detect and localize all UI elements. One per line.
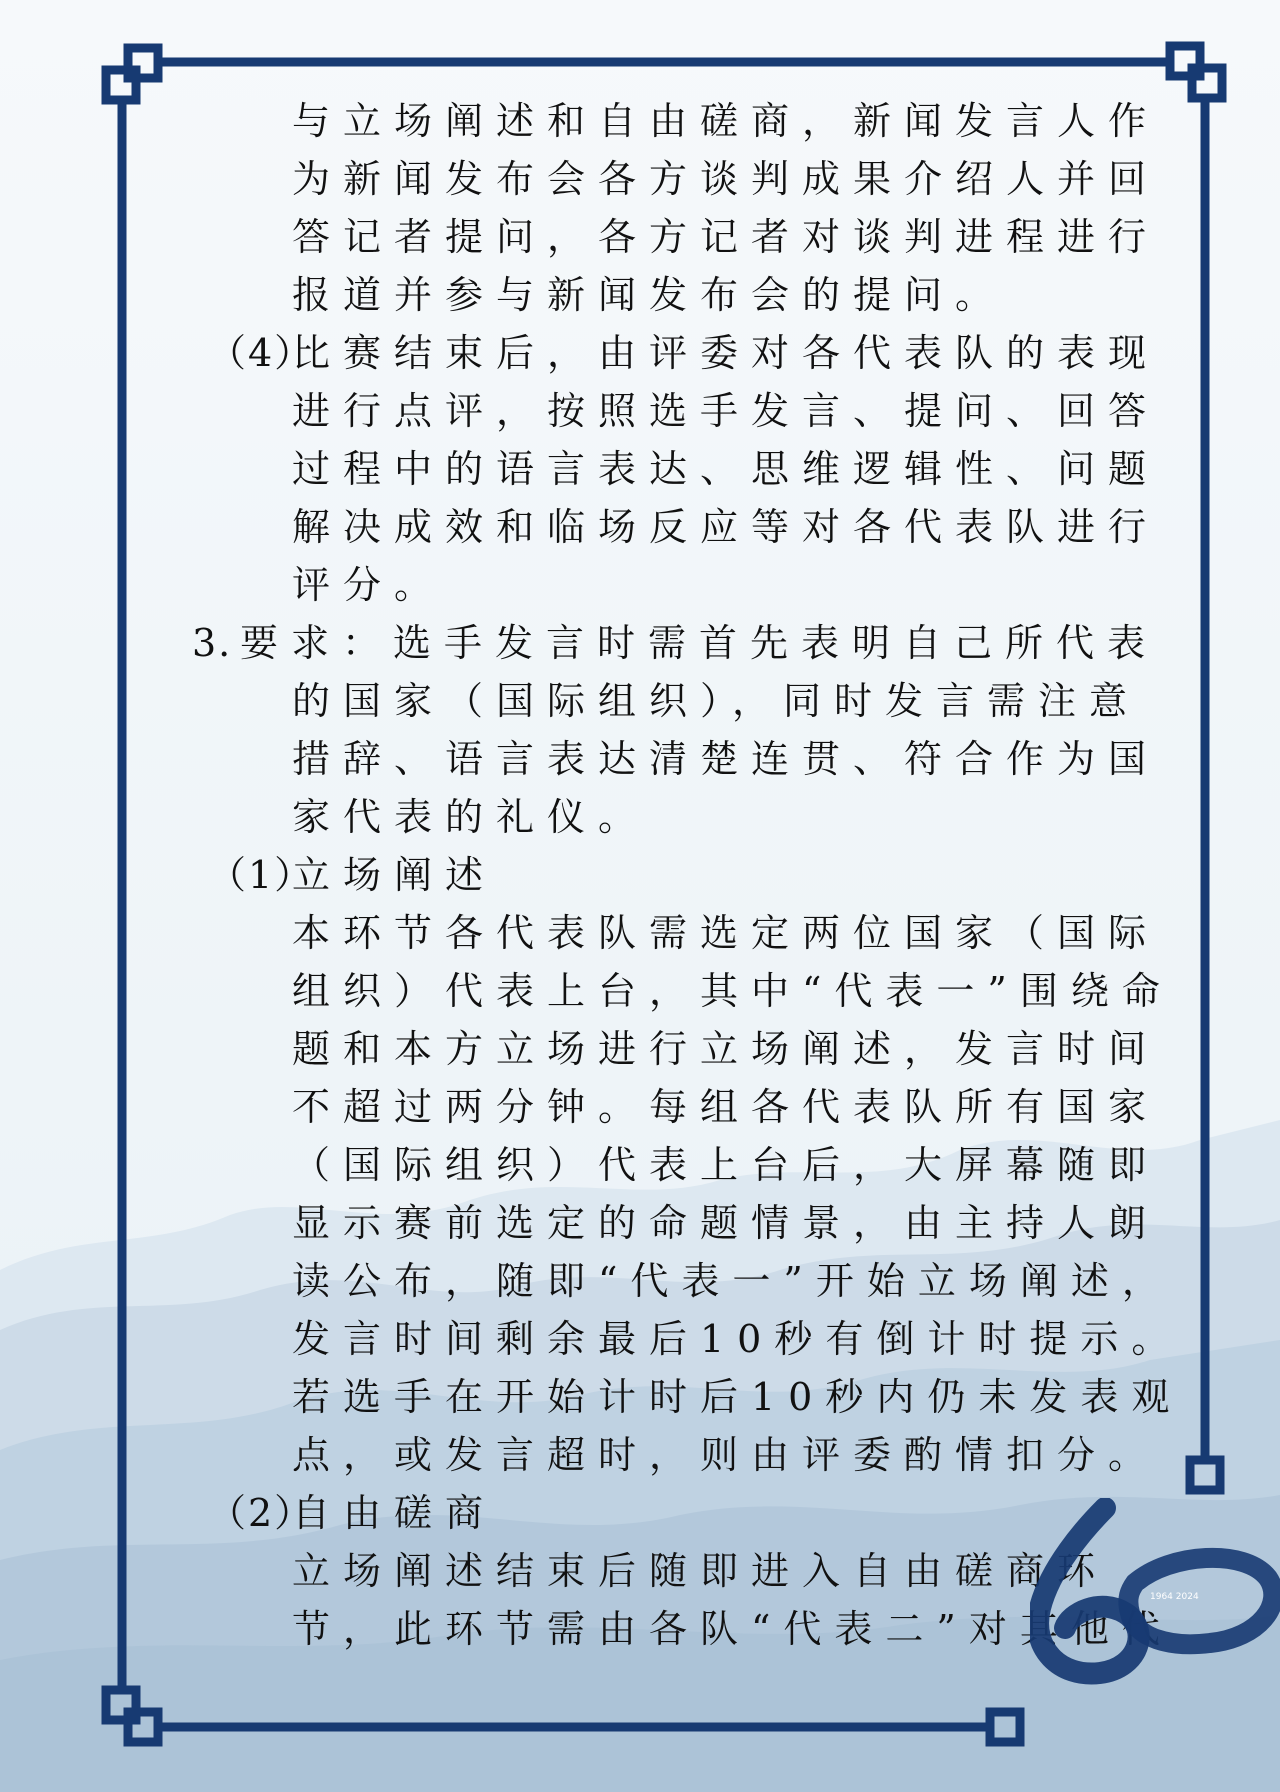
- text-line: 组织）代表上台，其中“代表一”围绕命: [292, 969, 1173, 1013]
- list-marker-4: （4）: [208, 331, 315, 375]
- logo-years: 1964 2024: [1150, 1592, 1199, 1602]
- text-line: 措辞、语言表达清楚连贯、符合作为国: [292, 737, 1160, 781]
- text-line: （国际组织）代表上台后，大屏幕随即: [292, 1143, 1160, 1187]
- list-marker-1: （1）: [208, 853, 315, 897]
- text-line: 读公布，随即“代表一”开始立场阐述，: [292, 1259, 1173, 1303]
- text-line: 家代表的礼仪。: [292, 795, 650, 839]
- text-line: 进行点评，按照选手发言、提问、回答: [292, 389, 1160, 433]
- text-line: 本环节各代表队需选定两位国家（国际: [292, 911, 1160, 955]
- text-line: 题和本方立场进行立场阐述，发言时间: [292, 1027, 1160, 1071]
- text-line: 报道并参与新闻发布会的提问。: [292, 273, 1007, 317]
- subheading-free-consultation: 自由磋商: [292, 1491, 497, 1535]
- text-line: 比赛结束后，由评委对各代表队的表现: [292, 331, 1160, 375]
- subheading-position-statement: 立场阐述: [292, 853, 497, 897]
- text-line: 过程中的语言表达、思维逻辑性、问题: [292, 447, 1160, 491]
- text-line: 若选手在开始计时后10秒内仍未发表观: [292, 1375, 1183, 1419]
- text-line: 要求：选手发言时需首先表明自己所代表: [240, 621, 1159, 665]
- text-line: 发言时间剩余最后10秒有倒计时提示。: [292, 1317, 1183, 1361]
- text-line: 不超过两分钟。每组各代表队所有国家: [292, 1085, 1160, 1129]
- anniversary-60-logo: [1030, 1498, 1280, 1688]
- text-line: 点，或发言超时，则由评委酌情扣分。: [292, 1433, 1160, 1477]
- text-line: 立场阐述结束后随即进入自由磋商环: [292, 1549, 1109, 1593]
- list-marker-2: （2）: [208, 1491, 315, 1535]
- text-line: 评分。: [292, 563, 446, 607]
- text-line: 解决成效和临场反应等对各代表队进行: [292, 505, 1160, 549]
- text-line: 显示赛前选定的命题情景，由主持人朗: [292, 1201, 1160, 1245]
- text-line: 答记者提问，各方记者对谈判进程进行: [292, 215, 1160, 259]
- text-line: 为新闻发布会各方谈判成果介绍人并回: [292, 157, 1160, 201]
- text-line: 的国家（国际组织），同时发言需注意: [292, 679, 1141, 723]
- text-line: 节，此环节需由各队“代表二”对其他代: [292, 1607, 1173, 1651]
- section-marker-3: 3.: [192, 621, 233, 665]
- text-line: 与立场阐述和自由磋商，新闻发言人作: [292, 99, 1160, 143]
